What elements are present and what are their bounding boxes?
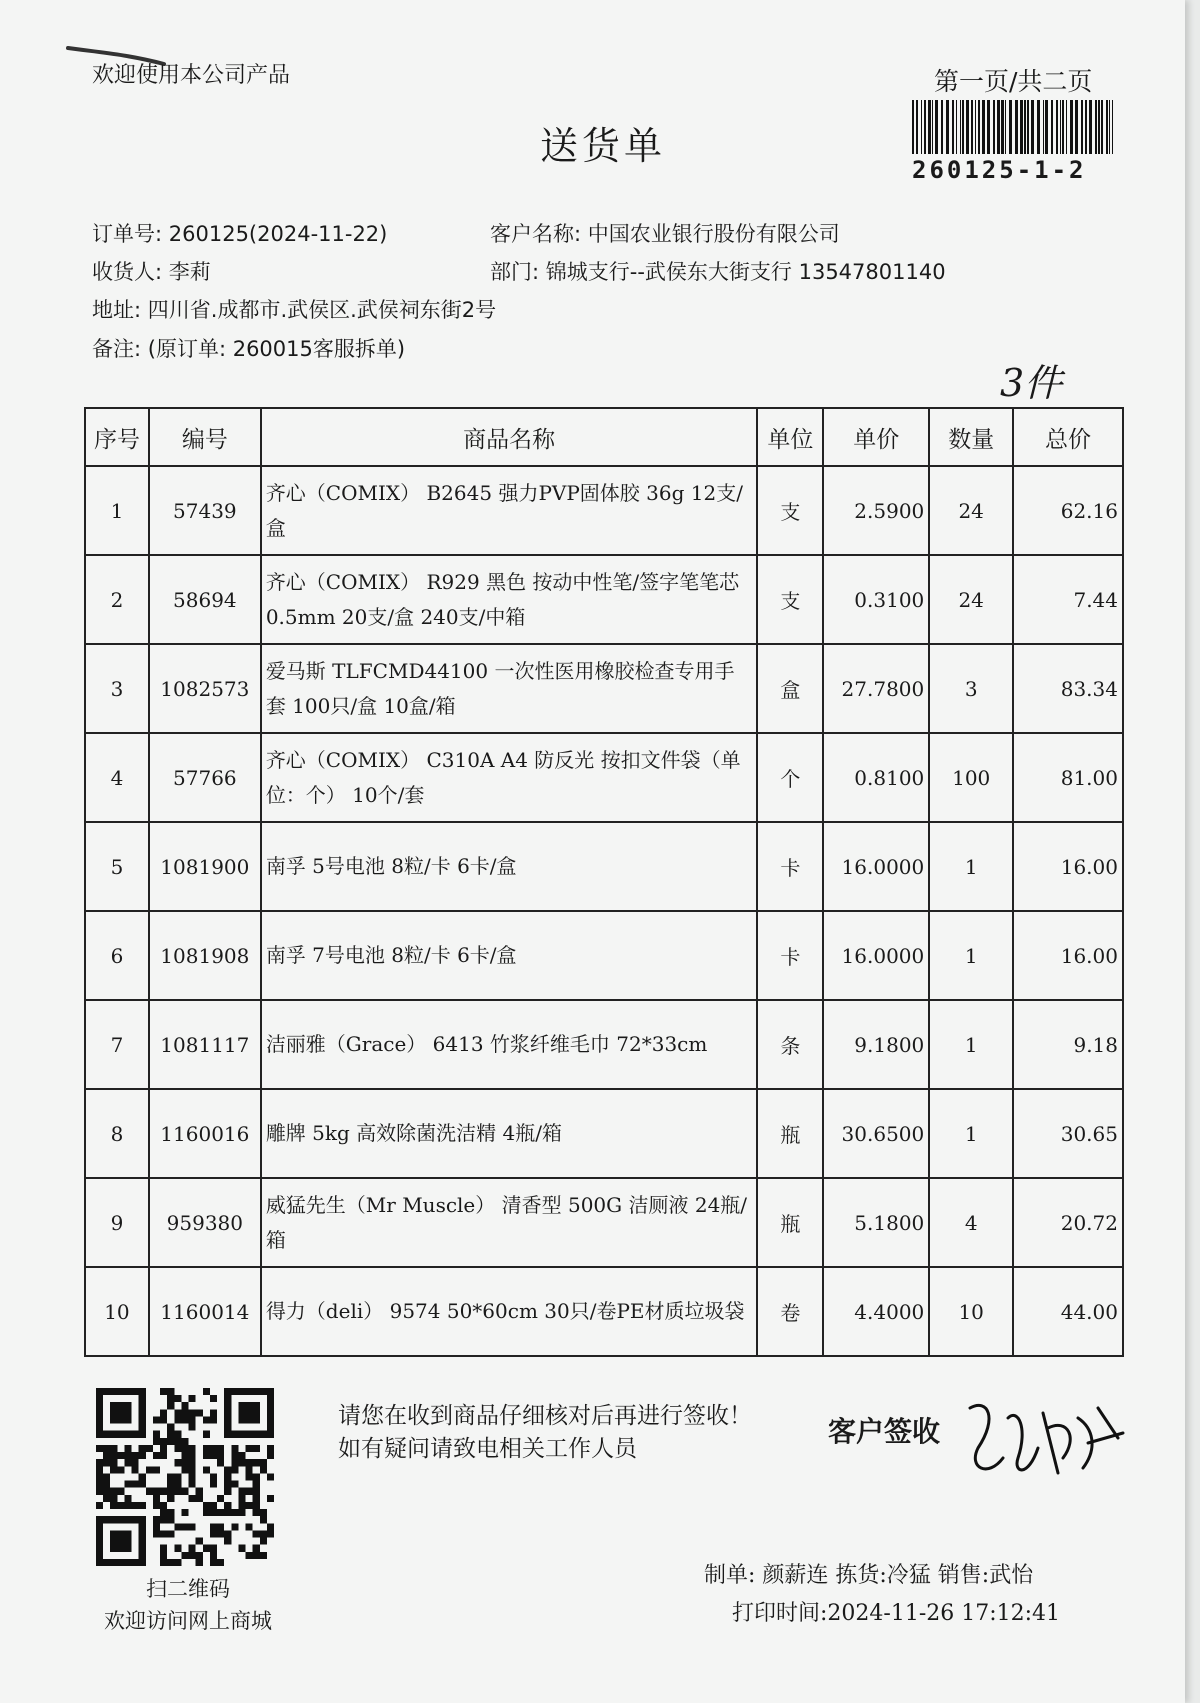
address-label: 地址:: [92, 298, 142, 322]
line-total: 9.18: [1013, 1000, 1123, 1089]
quantity: 4: [929, 1178, 1013, 1267]
barcode-number: 260125-1-2: [912, 156, 1087, 184]
product-unit: 支: [757, 466, 823, 555]
print-time: 打印时间:2024-11-26 17:12:41: [732, 1601, 1061, 1626]
product-name: 雕牌 5kg 高效除菌洗洁精 4瓶/箱: [261, 1089, 758, 1178]
product-code: 1081900: [149, 822, 261, 911]
quantity: 1: [929, 911, 1013, 1000]
table-row: [85, 1000, 1123, 1089]
staff-info: 制单: 颜薪连 拣货:冷猛 销售:武怡: [704, 1563, 1034, 1588]
product-name: 齐心（COMIX） C310A A4 防反光 按扣文件袋（单位：个） 10个/套: [261, 733, 758, 822]
remark-label: 备注:: [92, 337, 142, 361]
header-quantity: 数量: [929, 408, 1013, 466]
product-code: 959380: [149, 1178, 261, 1267]
row-index: 1: [85, 466, 149, 555]
table-row: [85, 466, 1123, 555]
product-code: 57439: [149, 466, 261, 555]
department: [490, 256, 946, 286]
row-index: 7: [85, 1000, 149, 1089]
product-code: 1160014: [149, 1267, 261, 1356]
header-index: 序号: [85, 408, 149, 466]
welcome-text: 欢迎使用本公司产品: [92, 63, 291, 88]
quantity: 24: [929, 466, 1013, 555]
product-unit: 卡: [757, 822, 823, 911]
remark-value: (原订单: 260015客服拆单): [147, 337, 406, 361]
unit-price: 27.7800: [823, 644, 929, 733]
product-unit: 条: [757, 1000, 823, 1089]
row-index: 4: [85, 733, 149, 822]
unit-price: 16.0000: [823, 911, 929, 1000]
order-number-label: 订单号:: [92, 222, 163, 246]
product-unit: 卷: [757, 1267, 823, 1356]
quantity: 1: [929, 822, 1013, 911]
unit-price: 9.1800: [823, 1000, 929, 1089]
qr-caption-line-1: 扫二维码: [146, 1577, 230, 1601]
department-value: 锦城支行--武侯东大街支行 13547801140: [545, 260, 946, 284]
row-index: 2: [85, 555, 149, 644]
unit-price: 0.3100: [823, 555, 929, 644]
unit-price: 4.4000: [823, 1267, 929, 1356]
unit-price: 2.5900: [823, 466, 929, 555]
line-total: 20.72: [1013, 1178, 1123, 1267]
row-index: 10: [85, 1267, 149, 1356]
order-number: [92, 218, 387, 248]
address-value: 四川省.成都市.武侯区.武侯祠东街2号: [147, 298, 497, 322]
product-unit: 卡: [757, 911, 823, 1000]
qr-code: [96, 1388, 274, 1566]
product-name: 南孚 7号电池 8粒/卡 6卡/盒: [261, 911, 758, 1000]
product-name: 南孚 5号电池 8粒/卡 6卡/盒: [261, 822, 758, 911]
table-row: [85, 1178, 1123, 1267]
header-unit: 单位: [757, 408, 823, 466]
customer-name-label: 客户名称:: [490, 222, 582, 246]
quantity: 1: [929, 1089, 1013, 1178]
row-index: 3: [85, 644, 149, 733]
department-label: 部门:: [490, 260, 540, 284]
handwritten-item-count: 3件: [1000, 361, 1063, 405]
product-code: 1160016: [149, 1089, 261, 1178]
table-row: [85, 822, 1123, 911]
customer-name: [490, 218, 840, 248]
remark: [92, 333, 405, 363]
line-total: 62.16: [1013, 466, 1123, 555]
line-total: 7.44: [1013, 555, 1123, 644]
row-index: 6: [85, 911, 149, 1000]
address: [92, 294, 496, 324]
product-code: 58694: [149, 555, 261, 644]
product-name: 齐心（COMIX） R929 黑色 按动中性笔/签字笔笔芯0.5mm 20支/盒 240支/中箱: [261, 555, 758, 644]
customer-name-value: 中国农业银行股份有限公司: [587, 222, 840, 246]
product-code: 1081908: [149, 911, 261, 1000]
header-product-name: 商品名称: [261, 408, 758, 466]
header-total: 总价: [1013, 408, 1123, 466]
table-row: [85, 555, 1123, 644]
table-header-row: [85, 408, 1123, 466]
quantity: 10: [929, 1267, 1013, 1356]
product-code: 1081117: [149, 1000, 261, 1089]
line-total: 16.00: [1013, 911, 1123, 1000]
customer-signature-label: 客户签收: [828, 1415, 941, 1448]
qr-caption-line-2: 欢迎访问网上商城: [104, 1608, 272, 1633]
line-total: 16.00: [1013, 822, 1123, 911]
document-title: 送货单: [540, 124, 667, 168]
line-total: 83.34: [1013, 644, 1123, 733]
product-unit: 盒: [757, 644, 823, 733]
receiver-value: 李莉: [168, 260, 211, 284]
quantity: 1: [929, 1000, 1013, 1089]
quantity: 24: [929, 555, 1013, 644]
product-code: 1082573: [149, 644, 261, 733]
product-unit: 支: [757, 555, 823, 644]
unit-price: 5.1800: [823, 1178, 929, 1267]
table-row: [85, 733, 1123, 822]
line-total: 30.65: [1013, 1089, 1123, 1178]
customer-signature: [958, 1388, 1128, 1488]
product-unit: 个: [757, 733, 823, 822]
product-name: 洁丽雅（Grace） 6413 竹浆纤维毛巾 72*33cm: [261, 1000, 758, 1089]
row-index: 9: [85, 1178, 149, 1267]
product-name: 得力（deli） 9574 50*60cm 30只/卷PE材质垃圾袋: [261, 1267, 758, 1356]
barcode: [910, 100, 1118, 154]
product-unit: 瓶: [757, 1178, 823, 1267]
row-index: 5: [85, 822, 149, 911]
row-index: 8: [85, 1089, 149, 1178]
header-code: 编号: [149, 408, 261, 466]
unit-price: 0.8100: [823, 733, 929, 822]
table-row: [85, 911, 1123, 1000]
line-total: 44.00: [1013, 1267, 1123, 1356]
product-name: 威猛先生（Mr Muscle） 清香型 500G 洁厕液 24瓶/箱: [261, 1178, 758, 1267]
page-indicator: 第一页/共二页: [934, 67, 1093, 96]
unit-price: 16.0000: [823, 822, 929, 911]
header-unit-price: 单价: [823, 408, 929, 466]
unit-price: 30.6500: [823, 1089, 929, 1178]
product-unit: 瓶: [757, 1089, 823, 1178]
product-name: 爱马斯 TLFCMD44100 一次性医用橡胶检查专用手套 100只/盒 10盒/箱: [261, 644, 758, 733]
receipt-notice: 请您在收到商品仔细核对后再进行签收！如有疑问请致电相关工作人员: [338, 1403, 752, 1463]
items-table: [84, 407, 1124, 1357]
product-code: 57766: [149, 733, 261, 822]
quantity: 100: [929, 733, 1013, 822]
quantity: 3: [929, 644, 1013, 733]
line-total: 81.00: [1013, 733, 1123, 822]
receiver-label: 收货人:: [92, 260, 163, 284]
table-row: [85, 1267, 1123, 1356]
table-row: [85, 1089, 1123, 1178]
table-row: [85, 644, 1123, 733]
qr-caption: [88, 1574, 288, 1637]
receiver: [92, 256, 211, 286]
product-name: 齐心（COMIX） B2645 强力PVP固体胶 36g 12支/盒: [261, 466, 758, 555]
order-number-value: 260125(2024-11-22): [168, 222, 388, 246]
